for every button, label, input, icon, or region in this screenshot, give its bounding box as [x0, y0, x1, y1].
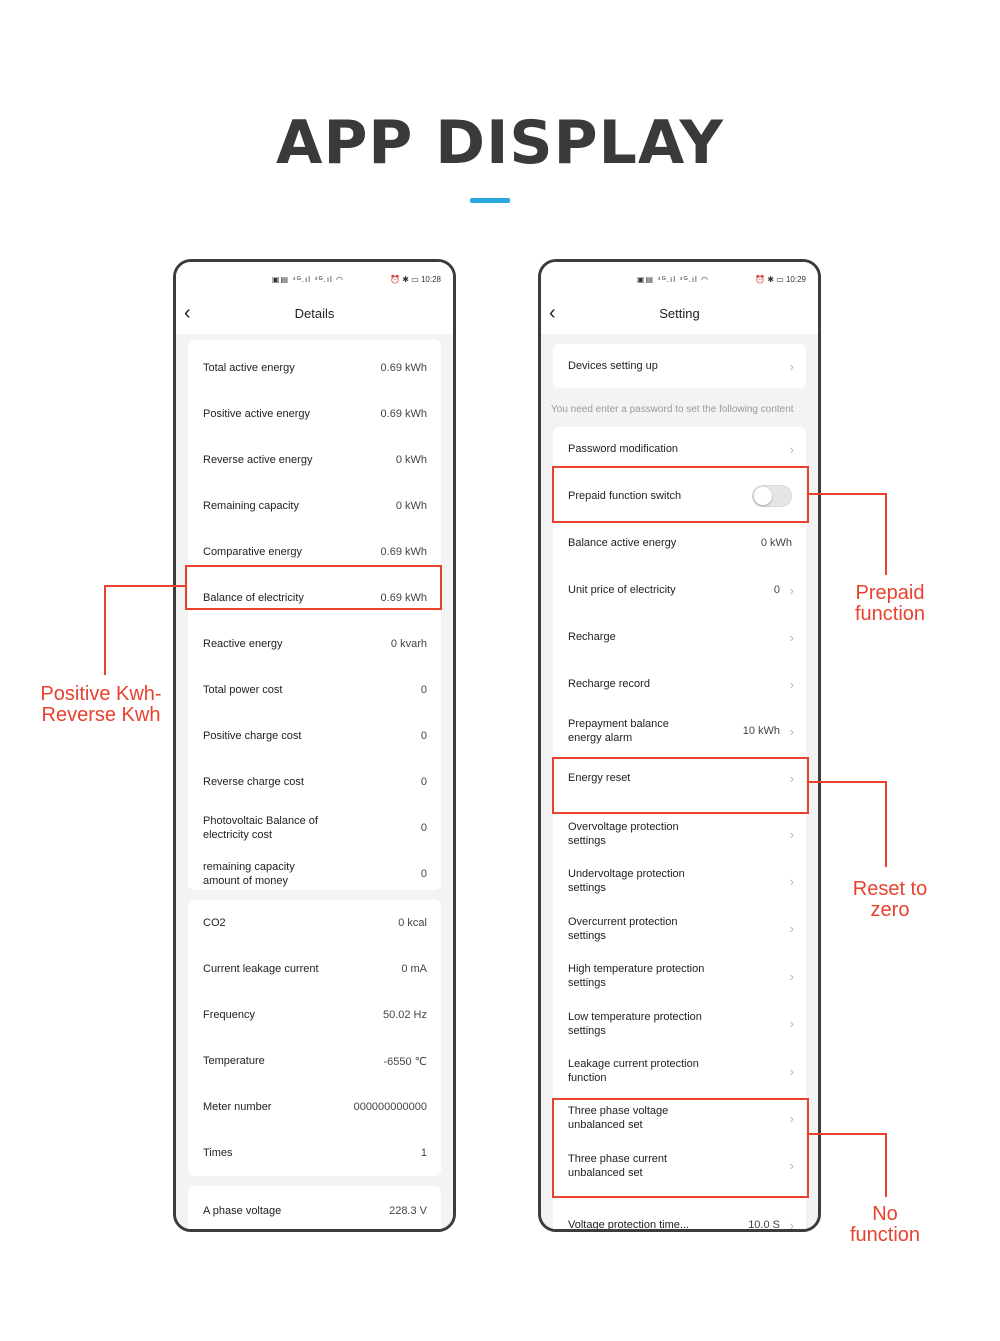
chevron-right-icon: ›: [789, 358, 794, 374]
protection-setting-label: Three phase voltage unbalanced set: [568, 1105, 669, 1132]
unit-price-value: 0: [773, 584, 780, 596]
back-arrow-icon[interactable]: ‹: [184, 302, 191, 324]
callout-line: [104, 585, 106, 675]
chevron-right-icon: ›: [789, 1016, 794, 1032]
protection-setting-label: Three phase current unbalanced set: [568, 1152, 668, 1179]
detail-label: Frequency: [203, 1009, 255, 1021]
password-modification-label: Password modification: [568, 443, 679, 455]
detail-row: [188, 852, 441, 896]
detail-label: Reverse charge cost: [203, 776, 304, 788]
chevron-right-icon: ›: [789, 676, 794, 692]
callout-line: [885, 1133, 887, 1197]
detail-value: 1: [420, 1147, 427, 1159]
detail-row: [188, 714, 441, 758]
protection-setting-label: High temperature protection settings: [568, 963, 705, 990]
nav-title: Setting: [659, 306, 700, 321]
signal-icons: ▣▤ ⁴ᴳ.ıl ⁴ᴳ.ıl ◠: [272, 275, 345, 284]
detail-value: 0.69 kWh: [380, 592, 427, 604]
detail-label: CO2: [203, 917, 226, 929]
signal-icons: ▣▤ ⁴ᴳ.ıl ⁴ᴳ.ıl ◠: [637, 275, 710, 284]
status-time: ⏰ ✱ ▭ 10:29: [755, 275, 806, 284]
detail-value: 0.69 kWh: [380, 546, 427, 558]
detail-label: Times: [203, 1147, 233, 1159]
nav-bar: [176, 294, 453, 334]
chevron-right-icon: ›: [789, 629, 794, 645]
detail-value: 0: [420, 684, 427, 696]
detail-row: [188, 806, 441, 850]
detail-value: 0 kvarh: [390, 638, 427, 650]
protection-setting-label: Overcurrent protection settings: [568, 915, 678, 942]
voltage-card: [188, 1186, 441, 1232]
prepayment-alarm-row[interactable]: [553, 709, 806, 753]
detail-row: [188, 668, 441, 712]
callout-line: [809, 781, 887, 783]
callout-line: [885, 493, 887, 575]
detail-value: 0 kcal: [398, 917, 427, 929]
devices-setting-row[interactable]: [553, 344, 806, 388]
detail-row: [188, 947, 441, 991]
detail-row: [188, 392, 441, 436]
detail-value: 50.02 Hz: [382, 1009, 427, 1021]
highlight-balance-of-electricity: [185, 565, 442, 610]
detail-value: 0: [420, 868, 427, 880]
detail-row: [188, 438, 441, 482]
chevron-right-icon: ›: [789, 1158, 794, 1174]
recharge-record-row[interactable]: [553, 662, 806, 706]
devices-setting-label: Devices setting up: [568, 360, 658, 372]
status-bar: [541, 262, 818, 294]
balance-active-energy-label: Balance active energy: [568, 537, 677, 549]
detail-value: 0: [420, 776, 427, 788]
status-bar: [176, 262, 453, 294]
chevron-right-icon: ›: [789, 441, 794, 457]
detail-label: Current leakage current: [203, 963, 319, 975]
chevron-right-icon: ›: [789, 826, 794, 842]
detail-row: [188, 901, 441, 945]
nav-bar: [541, 294, 818, 334]
password-modification-row[interactable]: [553, 427, 806, 471]
chevron-right-icon: ›: [789, 921, 794, 937]
back-arrow-icon[interactable]: ‹: [549, 302, 556, 324]
balance-active-energy-value: 0 kWh: [760, 537, 792, 549]
unit-price-label: Unit price of electricity: [568, 584, 676, 596]
callout-line: [104, 585, 186, 587]
callout-no-function: No function: [849, 1203, 921, 1246]
detail-row: [188, 1189, 441, 1232]
voltage-protection-time-label: Voltage protection time...: [568, 1219, 690, 1231]
detail-value: 0: [420, 730, 427, 742]
password-hint: You need enter a password to set the following content: [551, 404, 794, 415]
voltage-protection-time-value: 10.0 S: [748, 1219, 780, 1231]
detail-label: Meter number: [203, 1101, 272, 1113]
voltage-protection-time-row[interactable]: [553, 1203, 806, 1232]
chevron-right-icon: ›: [789, 1217, 794, 1232]
detail-value: 0 mA: [401, 963, 427, 975]
detail-label: Total power cost: [203, 684, 283, 696]
protection-setting-label: Low temperature protection settings: [568, 1010, 702, 1037]
detail-row: [188, 993, 441, 1037]
callout-line: [885, 781, 887, 867]
detail-row: [188, 622, 441, 666]
chevron-right-icon: ›: [789, 770, 794, 786]
nav-title: Details: [294, 306, 335, 321]
detail-value: 0 kWh: [395, 454, 427, 466]
measurement-card: [188, 900, 441, 1176]
prepaid-switch-label: Prepaid function switch: [568, 490, 682, 502]
chevron-right-icon: ›: [789, 968, 794, 984]
detail-label: Positive active energy: [203, 408, 310, 420]
chevron-right-icon: ›: [789, 723, 794, 739]
highlight-energy-reset: [552, 757, 809, 814]
page-title: APP DISPLAY: [276, 108, 724, 178]
protection-setting-row[interactable]: [553, 812, 806, 856]
recharge-row[interactable]: [553, 615, 806, 659]
chevron-right-icon: ›: [789, 873, 794, 889]
title-underline: [470, 198, 510, 203]
detail-value: -6550 ℃: [383, 1055, 427, 1068]
callout-prepaid: Prepaid function: [854, 582, 926, 625]
detail-value: 0.69 kWh: [380, 362, 427, 374]
callout-reset: Reset to zero: [852, 878, 928, 921]
chevron-right-icon: ›: [789, 1110, 794, 1126]
chevron-right-icon: ›: [789, 582, 794, 598]
chevron-right-icon: ›: [789, 1063, 794, 1079]
callout-positive-reverse: Positive Kwh-Reverse Kwh: [40, 683, 162, 726]
detail-value: 0: [420, 822, 427, 834]
energy-card: [188, 340, 441, 890]
detail-label: Reactive energy: [203, 638, 283, 650]
highlight-unbalanced-set: [552, 1098, 809, 1198]
prepayment-alarm-value: 10 kWh: [742, 725, 780, 737]
protection-setting-label: Leakage current protection function: [568, 1058, 699, 1084]
detail-label: Reverse active energy: [203, 454, 313, 466]
phone-setting: [538, 259, 821, 1232]
detail-row: [188, 1131, 441, 1175]
protection-setting-row[interactable]: [553, 859, 806, 903]
detail-value: 000000000000: [353, 1101, 427, 1113]
detail-row: [188, 1039, 441, 1083]
protection-setting-row[interactable]: [553, 1002, 806, 1046]
detail-row: [188, 484, 441, 528]
recharge-label: Recharge: [568, 631, 616, 643]
protection-setting-row[interactable]: [553, 954, 806, 998]
balance-active-energy-row: [553, 521, 806, 565]
protection-setting-row[interactable]: [553, 907, 806, 951]
protection-setting-row[interactable]: [553, 1049, 806, 1093]
status-time: ⏰ ✱ ▭ 10:28: [390, 275, 441, 284]
prepayment-alarm-label: Prepayment balance energy alarm: [568, 718, 669, 744]
detail-label: A phase voltage: [203, 1205, 282, 1217]
detail-row: [188, 1085, 441, 1129]
highlight-prepaid-switch: [552, 466, 809, 523]
detail-value: 228.3 V: [389, 1205, 427, 1217]
detail-label: Positive charge cost: [203, 730, 302, 742]
callout-line: [809, 1133, 887, 1135]
detail-label: Total active energy: [203, 362, 295, 374]
detail-row: [188, 346, 441, 390]
detail-label: Comparative energy: [203, 546, 303, 558]
recharge-record-label: Recharge record: [568, 678, 650, 690]
detail-label: Remaining capacity: [203, 500, 299, 512]
detail-label: Photovoltaic Balance of electricity cost: [203, 815, 318, 841]
protection-setting-label: Overvoltage protection settings: [568, 821, 679, 847]
detail-value: 0 kWh: [395, 500, 427, 512]
unit-price-row[interactable]: [553, 568, 806, 612]
phone-details: [173, 259, 456, 1232]
detail-label: Temperature: [203, 1055, 265, 1067]
detail-label: remaining capacity amount of money: [203, 861, 295, 887]
detail-label: Balance of electricity: [203, 592, 304, 604]
detail-value: 0.69 kWh: [380, 408, 427, 420]
protection-setting-label: Undervoltage protection settings: [568, 868, 685, 895]
detail-row: [188, 760, 441, 804]
energy-reset-label: Energy reset: [568, 772, 631, 784]
devices-card: [553, 344, 806, 388]
callout-line: [809, 493, 887, 495]
